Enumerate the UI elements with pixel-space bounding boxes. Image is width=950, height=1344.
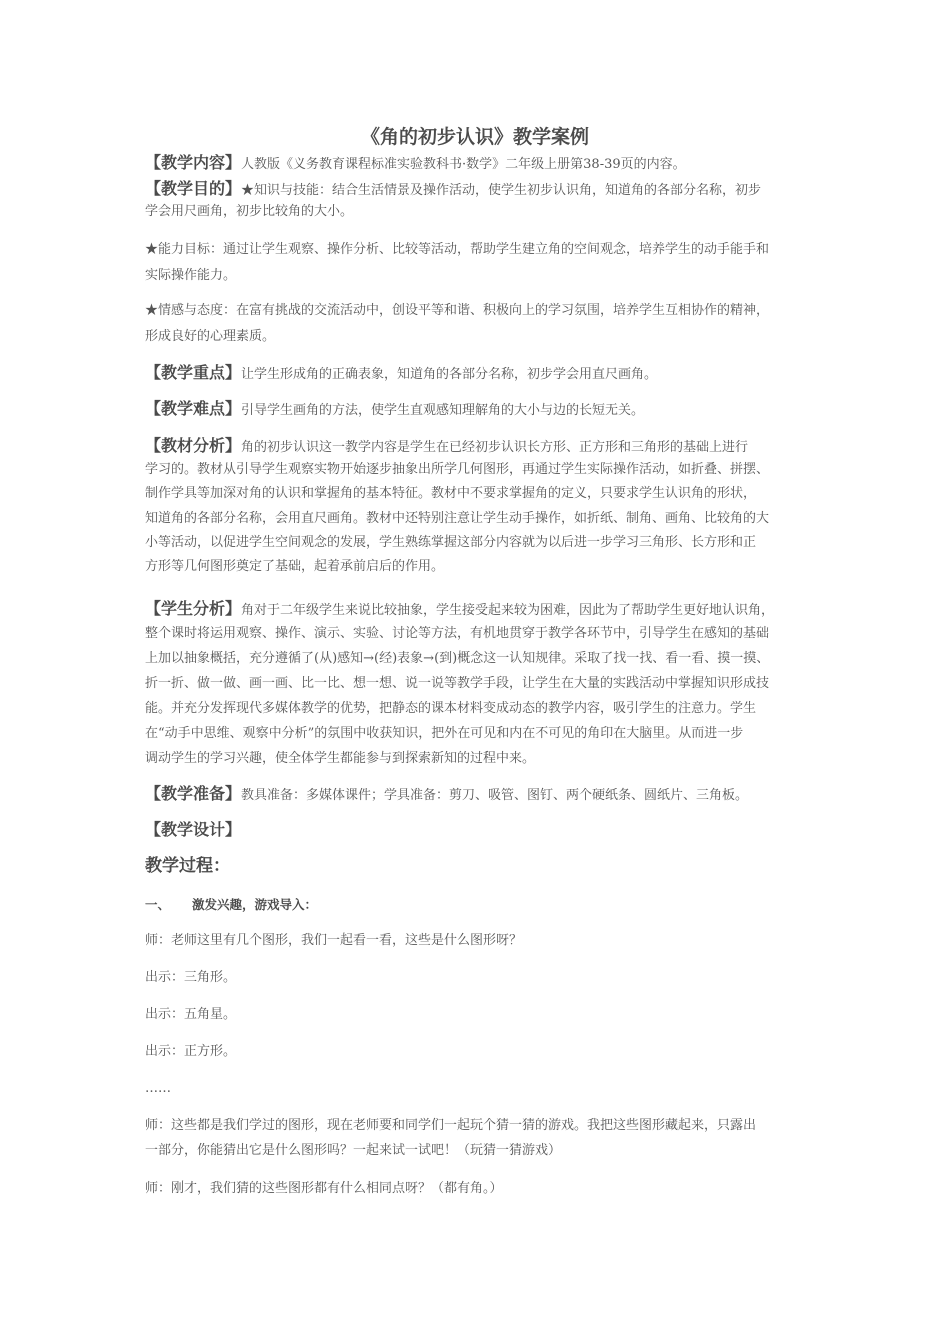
section-prep <box>145 782 813 805</box>
students-line: 调动学生的学习兴趣，使全体学生都能参与到探索新知的过程中来。 <box>145 751 536 766</box>
students-label: 【学生分析】 <box>145 599 242 618</box>
objectives-label: 【教学目的】 <box>145 179 242 198</box>
process-paragraph <box>145 1113 813 1163</box>
section-difficulty <box>145 397 813 420</box>
step1-title: 激发兴趣，游戏导入： <box>192 897 318 912</box>
section-design <box>145 818 813 841</box>
difficulty-label: 【教学难点】 <box>145 399 242 418</box>
process-text: 师：老师这里有几个图形，我们一起看一看，这些是什么图形呀？ <box>145 933 523 948</box>
prep-text: 教具准备：多媒体课件；学具准备：剪刀、吸管、图钉、两个硬纸条、圆纸片、三角板。 <box>241 788 749 803</box>
process-paragraph <box>145 1077 813 1100</box>
process-text: …… <box>145 1081 171 1096</box>
students-line: 折一折、做一做、画一画、比一比、想一想、说一说等教学手段，让学生在大量的实践活动中掌握知识形成技 <box>145 676 770 691</box>
keypoint-label: 【教学重点】 <box>145 363 242 382</box>
section-material <box>145 434 813 579</box>
process-paragraph <box>145 929 813 952</box>
objective-knowledge-line1: ★知识与技能：结合生活情景及操作活动，使学生初步认识角，知道角的各部分名称，初步 <box>241 183 762 198</box>
prep-label: 【教学准备】 <box>145 784 242 803</box>
process-paragraph <box>145 1177 813 1200</box>
step1-number: 一、 <box>145 897 171 912</box>
material-label: 【教材分析】 <box>145 436 242 455</box>
students-line: 在“动手中思维、观察中分析”的氛围中收获知识，把外在可见和内在不可见的角印在大脑里。从而进一步 <box>145 726 744 741</box>
material-line: 小等活动，以促进学生空间观念的发展，学生熟练掌握这部分内容就为以后进一步学习三角形、长方形和正 <box>145 534 757 550</box>
objective-knowledge-line2: 学会用尺画角，初步比较角的大小。 <box>145 204 354 219</box>
section-process <box>145 855 813 878</box>
objective-ability-line2: 实际操作能力。 <box>145 268 237 283</box>
process-text: 出示：三角形。 <box>145 970 237 985</box>
section-content <box>145 151 813 174</box>
section-objectives <box>145 177 813 223</box>
process-step1-heading <box>145 893 813 916</box>
process-label: 教学过程： <box>145 856 230 876</box>
process-text: 一部分，你能猜出它是什么图形吗？一起来试一试吧！（玩猜一猜游戏） <box>145 1143 562 1158</box>
section-ability <box>145 237 813 289</box>
content-text: 人教版《义务教育课程标准实验教科书·数学》二年级上册第38-39页的内容。 <box>241 157 686 172</box>
students-line: 整个课时将运用观察、操作、演示、实验、讨论等方法，有机地贯穿于教学各环节中，引导学生在感知的基础 <box>145 626 770 641</box>
process-text: 出示：五角星。 <box>145 1007 237 1022</box>
difficulty-text: 引导学生画角的方法，使学生直观感知理解角的大小与边的长短无关。 <box>241 403 645 418</box>
material-line: 学习的。教材从引导学生观察实物开始逐步抽象出所学几何图形，再通过学生实际操作活动，如折叠、拼摆、 <box>145 462 770 478</box>
section-keypoint <box>145 361 813 384</box>
content-label: 【教学内容】 <box>145 153 242 172</box>
students-line: 上加以抽象概括，充分遵循了(从)感知→(经)表象→(到)概念这一认知规律。采取了找一找、看一看、摸一摸、 <box>145 651 770 666</box>
objective-emotion-line2: 形成良好的心理素质。 <box>145 329 276 344</box>
process-text: 师：这些都是我们学过的图形，现在老师要和同学们一起玩个猜一猜的游戏。我把这些图形藏起来，只露出 <box>145 1118 757 1133</box>
process-text: 出示：正方形。 <box>145 1044 237 1059</box>
objective-ability-line1: ★能力目标：通过让学生观察、操作分析、比较等活动，帮助学生建立角的空间观念，培养学生的动手能手和 <box>145 242 770 257</box>
students-line: 角对于二年级学生来说比较抽象，学生接受起来较为困难，因此为了帮助学生更好地认识角， <box>241 603 775 618</box>
material-line: 知道角的各部分名称，会用直尺画角。教材中还特别注意让学生动手操作，如折纸、制角、画角、比较角的大 <box>145 510 770 526</box>
material-line: 制作学具等加深对角的认识和掌握角的基本特征。教材中不要求掌握角的定义，只要求学生认识角的形状， <box>145 486 757 502</box>
section-emotion <box>145 298 813 350</box>
document-title: 《角的初步认识》教学案例 <box>360 126 589 148</box>
keypoint-text: 让学生形成角的正确表象，知道角的各部分名称，初步学会用直尺画角。 <box>241 367 658 382</box>
process-paragraph <box>145 1003 813 1026</box>
students-line: 能。并充分发挥现代多媒体教学的优势，把静态的课本材料变成动态的教学内容，吸引学生的注意力。学生 <box>145 701 757 716</box>
material-line: 方形等几何图形奠定了基础，起着承前启后的作用。 <box>145 558 445 574</box>
process-paragraph <box>145 966 813 989</box>
objective-emotion-line1: ★情感与态度：在富有挑战的交流活动中，创设平等和谐、积极向上的学习氛围，培养学生互相协作的精神， <box>145 303 770 318</box>
process-paragraph <box>145 1040 813 1063</box>
material-line: 角的初步认识这一教学内容是学生在已经初步认识长方形、正方形和三角形的基础上进行 <box>241 440 749 455</box>
design-label: 【教学设计】 <box>145 820 242 839</box>
process-text: 师：刚才，我们猜的这些图形都有什么相同点呀？（都有角。） <box>145 1181 503 1196</box>
section-students <box>145 596 813 771</box>
